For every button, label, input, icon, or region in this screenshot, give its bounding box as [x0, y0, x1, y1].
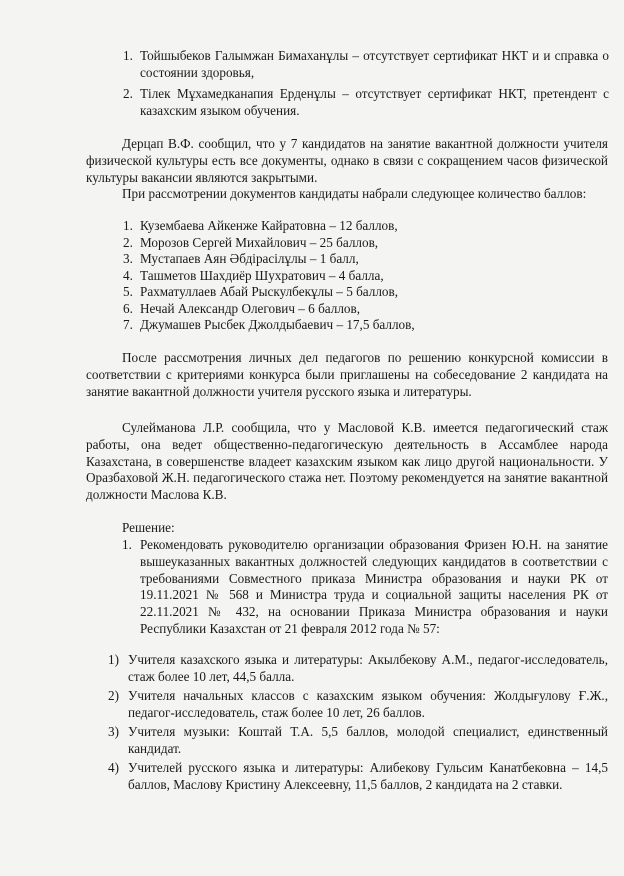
paragraph-after-review: После рассмотрения личных дел педагогов по решению конкурсной комиссии в соответствии с критериями конкурса были приглашены на собеседование 2 кандидата на занятие вакантной должности учителя русского языка и литературы. — [86, 350, 608, 399]
paragraph-scores-intro: При рассмотрении документов кандидаты набрали следующее количество баллов: — [122, 186, 587, 201]
list-item-number: 7. — [123, 317, 133, 332]
list-item: Учителя казахского языка и литературы: Акылбекову А.М., педагог-исследователь, стаж более 10 лет, 44,5 балла. — [128, 652, 608, 684]
list-item: Мустапаев Аян Әбдірасілұлы – 1 балл, — [140, 251, 359, 266]
list-item: Учителя музыки: Коштай Т.А. 5,5 баллов, молодой специалист, единственный кандидат. — [128, 724, 608, 756]
list-item-number: 4. — [123, 267, 133, 283]
list-item-number: 3. — [123, 251, 133, 266]
list-item-number: 5. — [123, 284, 133, 299]
list-item-number: 2) — [108, 688, 119, 703]
list-item-number: 2. — [123, 86, 133, 101]
list-item-number: 3) — [108, 724, 119, 739]
list-item: Учителя начальных классов с казахским языком обучения: Жолдығулову Ғ.Ж., педагог-исследователь, стаж более 10 лет, 26 баллов. — [128, 688, 608, 720]
paragraph-suleymanova: Сулейманова Л.Р. сообщила, что у Масловой К.В. имеется педагогический стаж работы, она ведет общественно-педагогическую деятельность в Ассамблее народа Казахстана, в совершенстве владеет казахским языком как лицо другой национальности. У Оразбаховой Ж.Н. педагогического стажа нет. Поэтому рекомендуется на занятие вакантной должности Маслова К.В. — [86, 420, 608, 503]
list-item: Нечай Александр Олегович – 6 баллов, — [140, 300, 361, 316]
decision-label: Решение: — [122, 520, 175, 535]
list-item: Рахматуллаев Абай Рыскулбекұлы – 5 баллов, — [140, 284, 399, 299]
list-item: Ташметов Шахдиёр Шухратович – 4 балла, — [140, 267, 384, 283]
list-item-number: 1) — [108, 652, 119, 667]
list-item-number: 1. — [123, 48, 133, 63]
list-item-number: 2. — [123, 234, 133, 250]
list-item: Тойшыбеков Галымжан Бимаханұлы – отсутствует сертификат НКТ и и справка о состоянии здоровья, — [140, 48, 609, 80]
list-item-number: 1. — [122, 537, 132, 552]
list-item: Морозов Сергей Михайлович – 25 баллов, — [140, 234, 379, 250]
paragraph-dertsap: Дерцап В.Ф. сообщил, что у 7 кандидатов на занятие вакантной должности учителя физической культуры есть все документы, однако в связи с сокращением часов физической культуры вакансии являются закрытыми. — [86, 136, 608, 185]
list-item-number: 4) — [108, 760, 119, 775]
decision-item: Рекомендовать руководителю организации образования Фризен Ю.Н. на занятие вышеуказанных вакантных должностей следующих кандидатов в соответствии с требованиями Совместного приказа Министра образования и науки РК от 19.11.2021 № 568 и Министра труда и социальной защиты населения РК от 22.11.2021 № 432, на основании Приказа Министра образования и науки Республики Казахстан от 21 февраля 2012 года № 57: — [140, 537, 608, 636]
list-item: Кузембаева Айкенже Кайратовна – 12 баллов, — [140, 218, 398, 233]
list-item: Учителей русского языка и литературы: Алибекову Гульсим Канатбековна – 14,5 баллов, Маслову Кристину Алексеевну, 11,5 баллов, 2 кандидата на 2 ставки. — [128, 760, 608, 792]
list-item: Джумашев Рысбек Джолдыбаевич – 17,5 баллов, — [140, 317, 415, 332]
list-item-number: 6. — [123, 300, 133, 316]
list-item-number: 1. — [123, 218, 133, 233]
list-item: Тілек Мұхамедканапия Ерденұлы – отсутствует сертификат НКТ, претендент с казахским языком обучения. — [140, 86, 609, 118]
